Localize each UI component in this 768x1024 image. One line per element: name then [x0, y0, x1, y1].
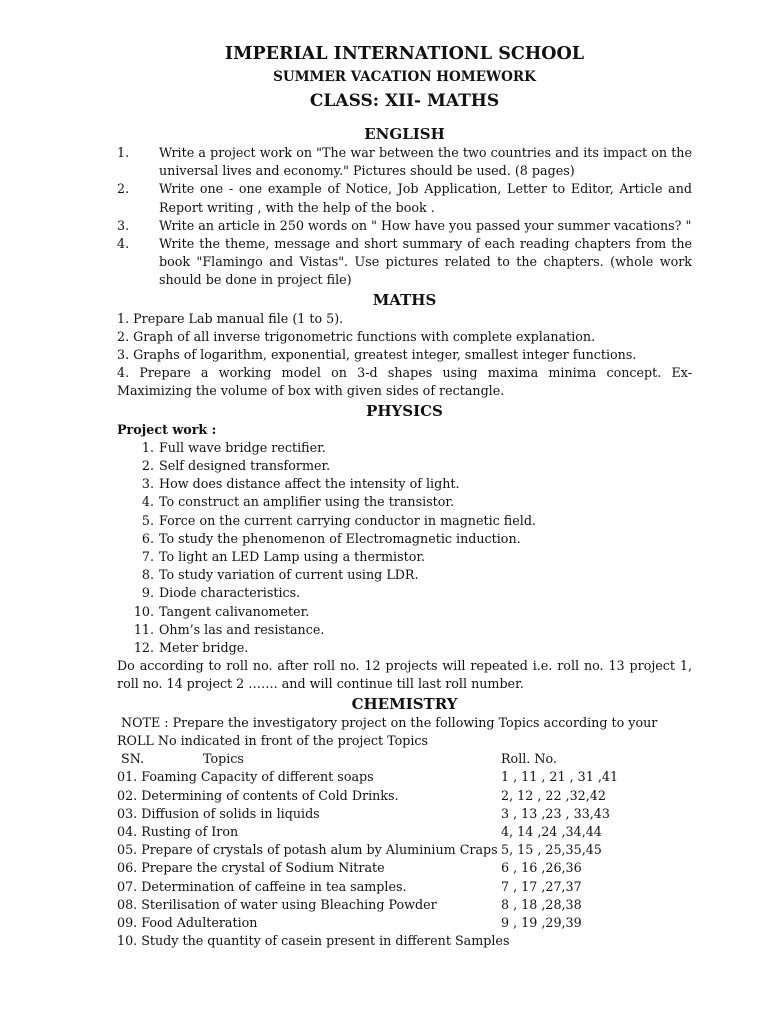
table-row [117, 787, 692, 805]
english-heading: ENGLISH [364, 125, 445, 143]
item-text: How does distance affect the intensity of light. [159, 476, 460, 492]
roll-header: Roll. No. [501, 751, 557, 767]
physics-roll-note: Do according to roll no. after roll no. 12 projects will repeated i.e. roll no. 13 project 1, roll no. 14 project 2 ……. and will continue till last roll number. [117, 658, 692, 692]
topic-cell: 10. Study the quantity of casein present in different Samples [117, 933, 510, 949]
list-item [117, 180, 692, 216]
item-text: Write the theme, message and short summary of each reading chapters from the book "Flamingo and Vistas". Use pictures related to the chapters. (whole work should be done in project file) [159, 236, 692, 288]
class-title: CLASS: XII- MATHS [309, 91, 500, 111]
list-item [117, 457, 692, 475]
item-text: Full wave bridge rectifier. [159, 439, 326, 455]
physics-list [117, 439, 692, 657]
table-row [117, 859, 692, 877]
roll-cell: 7 , 17 ,27,37 [501, 878, 582, 894]
item-text: To study variation of current using LDR. [159, 567, 419, 583]
item-text: Write a project work on "The war between the two countries and its impact on the universal lives and economy." Pictures should be used. (8 pages) [159, 145, 692, 179]
item-text: Self designed transformer. [159, 458, 331, 474]
roll-cell: 8 , 18 ,28,38 [501, 896, 582, 912]
homework-subtitle: SUMMER VACATION HOMEWORK [273, 69, 536, 85]
list-item: 3. Graphs of logarithm, exponential, greatest integer, smallest integer functions. [117, 347, 637, 363]
item-number: 8. [141, 567, 154, 583]
item-number: 11. [133, 621, 154, 637]
topics-header: Topics [203, 751, 244, 767]
chemistry-table-header [117, 750, 692, 768]
list-item [117, 603, 692, 621]
table-row [117, 914, 692, 932]
table-row [117, 768, 692, 786]
item-text: To study the phenomenon of Electromagnetic induction. [159, 530, 521, 546]
item-number: 3. [141, 476, 154, 492]
roll-cell: 5, 15 , 25,35,45 [501, 842, 602, 858]
list-item [117, 475, 692, 493]
roll-cell: 6 , 16 ,26,36 [501, 860, 582, 876]
item-number: 12. [133, 640, 154, 656]
item-text: To light an LED Lamp using a thermistor. [159, 549, 426, 565]
list-item [117, 548, 692, 566]
topic-cell: 05. Prepare of crystals of potash alum by Aluminium Craps [117, 842, 498, 858]
list-item [117, 144, 692, 180]
roll-cell: 1 , 11 , 21 , 31 ,41 [501, 769, 619, 785]
item-number: 4. [141, 494, 154, 510]
topic-cell: 06. Prepare the crystal of Sodium Nitrate [117, 860, 385, 876]
item-text: To construct an amplifier using the transistor. [159, 494, 455, 510]
item-text: Ohm’s las and resistance. [159, 621, 325, 637]
item-text: Meter bridge. [159, 640, 249, 656]
roll-cell: 9 , 19 ,29,39 [501, 914, 582, 930]
roll-cell [509, 932, 692, 950]
maths-list [117, 310, 692, 401]
topic-cell: 02. Determining of contents of Cold Drinks. [117, 787, 399, 803]
table-row [117, 878, 692, 896]
item-text: Write an article in 250 words on " How have you passed your summer vacations? " [159, 217, 692, 233]
item-number: 6. [141, 530, 154, 546]
list-item [117, 439, 692, 457]
table-row [117, 896, 692, 914]
chemistry-table [117, 768, 692, 950]
roll-cell: 3 , 13 ,23 , 33,43 [501, 805, 610, 821]
roll-cell: 4, 14 ,24 ,34,44 [501, 823, 602, 839]
list-item: 1. Prepare Lab manual file (1 to 5). [117, 310, 344, 326]
item-number: 5. [141, 512, 154, 528]
roll-cell: 2, 12 , 22 ,32,42 [501, 787, 606, 803]
physics-heading: PHYSICS [366, 401, 443, 420]
item-text: Write one - one example of Notice, Job Application, Letter to Editor, Article and Report writing , with the help of the book . [159, 181, 692, 215]
list-item [117, 512, 692, 530]
sn-header: SN. [117, 751, 145, 767]
list-item: 2. Graph of all inverse trigonometric functions with complete explanation. [117, 328, 596, 344]
topic-cell: 07. Determination of caffeine in tea samples. [117, 878, 407, 894]
project-work-label: Project work : [117, 421, 217, 437]
list-item [117, 639, 692, 657]
list-item [117, 217, 692, 235]
list-item [117, 235, 692, 290]
table-row [117, 932, 692, 950]
item-text: Force on the current carrying conductor in magnetic field. [159, 512, 536, 528]
table-row [117, 841, 692, 859]
topic-cell: 08. Sterilisation of water using Bleaching Powder [117, 896, 437, 912]
item-number: 1. [141, 439, 154, 455]
item-number: 9. [141, 585, 154, 601]
item-number: 1. [117, 145, 130, 160]
item-number: 3. [117, 217, 130, 233]
chemistry-note: NOTE : Prepare the investigatory project on the following Topics according to your ROLL No indicated in front of the project Topics [117, 714, 662, 748]
item-number: 7. [141, 549, 154, 565]
chemistry-heading: CHEMISTRY [351, 694, 458, 713]
item-text: Tangent calivanometer. [159, 603, 310, 619]
list-item [117, 566, 692, 584]
list-item [117, 584, 692, 602]
maths-heading: MATHS [372, 290, 437, 309]
english-list [117, 144, 692, 290]
item-number: 4. [117, 236, 130, 252]
list-item [117, 530, 692, 548]
topic-cell: 01. Foaming Capacity of different soaps [117, 769, 374, 785]
list-item [117, 621, 692, 639]
school-name: IMPERIAL INTERNATIONL SCHOOL [224, 44, 585, 64]
topic-cell: 09. Food Adulteration [117, 914, 258, 930]
topic-cell: 03. Diffusion of solids in liquids [117, 805, 320, 821]
list-item: 4. Prepare a working model on 3-d shapes using maxima minima concept. Ex- Maximizing the volume of box with given sides of rectangle. [117, 365, 692, 399]
item-number: 2. [117, 181, 130, 197]
table-row [117, 805, 692, 823]
topic-cell: 04. Rusting of Iron [117, 823, 239, 839]
item-text: Diode characteristics. [159, 585, 301, 601]
table-row [117, 823, 692, 841]
item-number: 10. [133, 603, 154, 619]
list-item [117, 493, 692, 511]
item-number: 2. [141, 458, 154, 474]
